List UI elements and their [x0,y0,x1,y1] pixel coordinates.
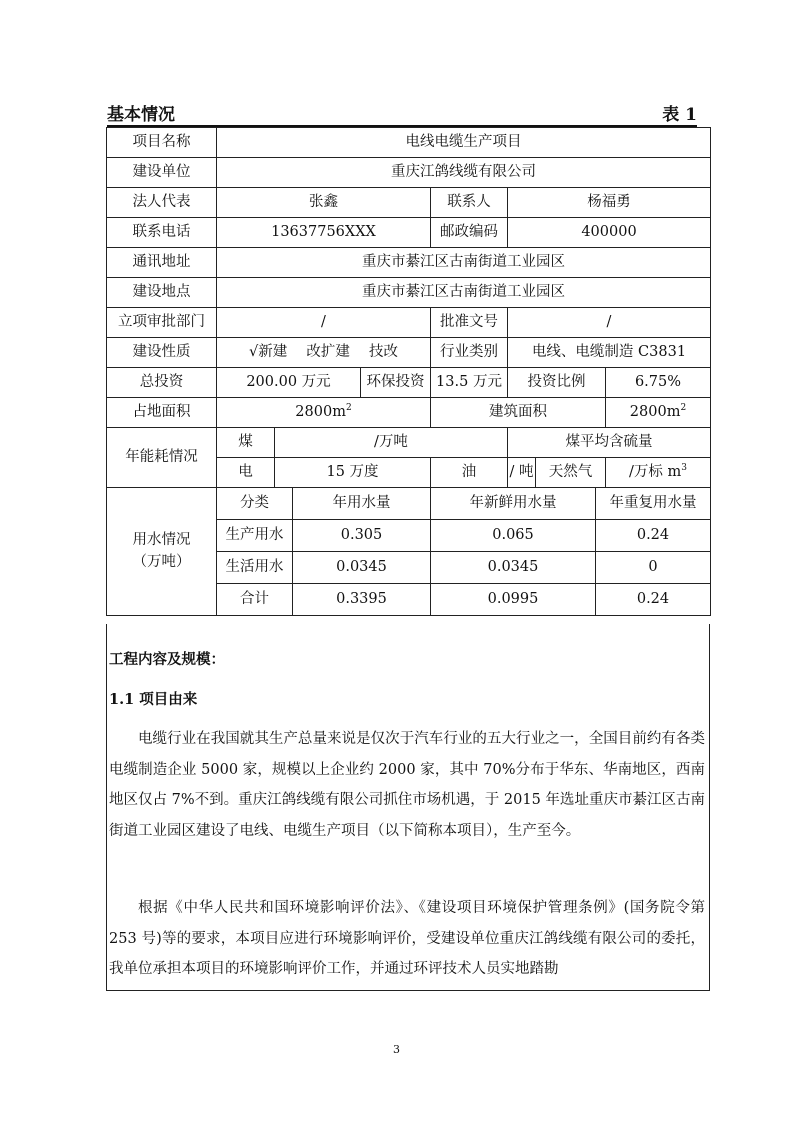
builder-label: 建设单位 [107,158,217,188]
oil-cell [431,458,508,488]
water-row-total-label: 合计 [217,584,293,616]
approval-label: 立项审批部门 [107,308,217,338]
oil-value: / 吨 [508,458,536,488]
water-header-reused: 年重复用水量 [596,488,711,520]
subsection-heading: 1.1 项目由来 [109,691,198,708]
postal-label: 邮政编码 [431,218,508,248]
building-area-value: $2800m^2$ [606,398,711,428]
energy-label: 年能耗情况 [107,428,217,488]
oil-label: 油 [461,463,477,480]
page-number: 3 [393,1043,400,1056]
water-row-domestic-reused: 0 [596,552,711,584]
page-header [107,100,697,126]
paragraph-background: 电缆行业在我国就其生产总量来说是仅次于汽车行业的五大行业之一，全国目前约有各类电缆制造企业 5000 家，规模以上企业约 2000 家，其中 70%分布于华东、华南地区，西南地区仅占 7%不到。重庆江鸽线缆有限公司抓住市场机遇，于 2015 年选址重庆市綦江区古南街道工业园区建设了电线、电缆生产项目（以下简称本项目），生产至今。 [109,731,705,839]
gas-value: /万标 $m^3$ [606,458,711,488]
water-row-production-annual: 0.305 [293,520,431,552]
project-content-box [106,624,710,991]
table-number: 表 1 [662,105,697,125]
section-title: 基本情况 [107,105,175,125]
water-header-category: 分类 [217,488,293,520]
water-row-production-label: 生产用水 [217,520,293,552]
industry-label: 行业类别 [431,338,508,368]
builder-value: 重庆江鸽线缆有限公司 [217,158,711,188]
project-name-label: 项目名称 [107,128,217,158]
water-row-total-fresh: 0.0995 [431,584,596,616]
water-row-domestic-label: 生活用水 [217,552,293,584]
coal-value: /万吨 [275,428,508,458]
water-row-production-reused: 0.24 [596,520,711,552]
phone-label: 联系电话 [107,218,217,248]
industry-value: 电线、电缆制造 C3831 [508,338,711,368]
approval-doc-value: / [508,308,711,338]
basic-info-table [106,127,711,616]
building-area-label: 建筑面积 [431,398,606,428]
address-label: 通讯地址 [107,248,217,278]
legal-rep-value: 张鑫 [217,188,431,218]
water-usage-label: 用水情况 （万吨） [107,488,217,616]
investment-ratio-value: 6.75% [606,368,711,398]
water-row-domestic-annual: 0.0345 [293,552,431,584]
water-header-fresh: 年新鲜用水量 [431,488,596,520]
water-row-domestic-fresh: 0.0345 [431,552,596,584]
approval-value: / [217,308,431,338]
contact-value: 杨福勇 [508,188,711,218]
water-row-total-annual: 0.3395 [293,584,431,616]
project-name-value: 电线电缆生产项目 [217,128,711,158]
nature-label: 建设性质 [107,338,217,368]
address-value: 重庆市綦江区古南街道工业园区 [217,248,711,278]
site-value: 重庆市綦江区古南街道工业园区 [217,278,711,308]
investment-label: 总投资 [107,368,217,398]
coal-label: 煤 [217,428,275,458]
contact-label: 联系人 [431,188,508,218]
site-label: 建设地点 [107,278,217,308]
postal-value: 400000 [508,218,711,248]
paragraph-requirements: 根据《中华人民共和国环境影响评价法》、《建设项目环境保护管理条例》(国务院令第 253 号)等的要求，本项目应进行环境影响评价，受建设单位重庆江鸽线缆有限公司的委托，我单位承担本项目的环境影响评价工作，并通过环评技术人员实地踏勘 [109,900,705,977]
water-header-annual: 年用水量 [293,488,431,520]
electricity-label: 电 [217,458,275,488]
investment-ratio-label: 投资比例 [508,368,606,398]
coal-sulfur-label: 煤平均含硫量 [508,428,711,458]
env-investment-label: 环保投资 [361,368,431,398]
area-label: 占地面积 [107,398,217,428]
electricity-value: 15 万度 [275,458,431,488]
gas-label: 天然气 [536,458,606,488]
water-row-production-fresh: 0.065 [431,520,596,552]
phone-value: 13637756XXX [217,218,431,248]
nature-value: √新建 改扩建 技改 [217,338,431,368]
water-row-total-reused: 0.24 [596,584,711,616]
env-investment-value: 13.5 万元 [431,368,508,398]
investment-value: 200.00 万元 [217,368,361,398]
area-value: $2800m^2$ [217,398,431,428]
content-heading: 工程内容及规模： [109,651,225,668]
approval-doc-label: 批准文号 [431,308,508,338]
legal-rep-label: 法人代表 [107,188,217,218]
